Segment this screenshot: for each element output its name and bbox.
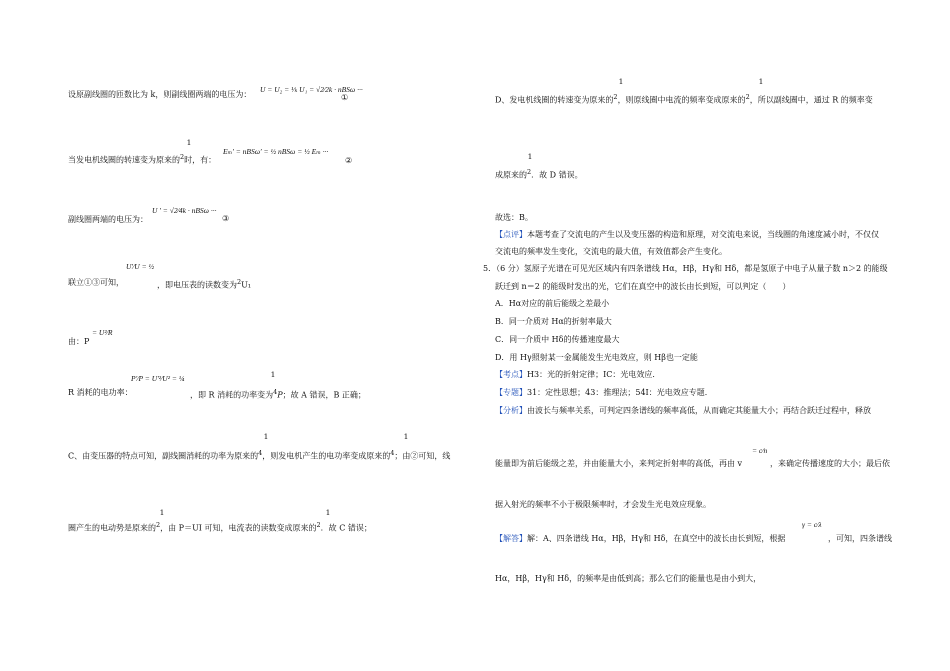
knowledge-point-tag: 【考点】: [495, 370, 527, 379]
left-line-6-cont: ，即 R 消耗的功率变为$^4$P；故 A 错误，B 正确；: [190, 388, 366, 400]
question-5-line-1: 5．（6 分）氢原子光谱在可见光区域内有四条谱线 Hα，Hβ，Hγ和 Hδ，都是氢原子中电子从量子数 n＞2 的能级: [483, 264, 888, 273]
left-line-4-cont: ，即电压表的读数变为$^2$U₁: [157, 278, 252, 290]
fraction-numerator: 1: [527, 152, 533, 161]
left-line-2: 当发电机线圈的转速变为原来的$^2$时，有：: [68, 153, 217, 165]
fraction-numerator: 1: [403, 432, 409, 441]
right-line-d2: 成原来的$^2$．故 D 错误。: [495, 168, 583, 180]
question-5-line-2: 跃迁到 n＝2 的能级时发出的光，它们在真空中的波长由长到短，可以判定（ ）: [495, 282, 791, 291]
equation-4: U′⁄U = ½: [126, 262, 155, 271]
fraction-numerator: 1: [263, 432, 269, 441]
solution-line-2: Hα，Hβ，Hγ和 Hδ，的频率是由低到高；那么它们的能量也是由小到大，: [495, 574, 762, 583]
equation-marker-1: ①: [341, 93, 349, 102]
left-line-6: R 消耗的电功率：: [68, 388, 133, 397]
equation-6: P′⁄P = U′²⁄U² = ¼: [131, 374, 185, 383]
left-line-8: 圈产生的电动势是原来的$^2$，由 P＝UI 可知，电流表的读数变成原来的$^2$．故 C 错误；: [68, 521, 372, 533]
comment-tag: 【点评】: [495, 230, 527, 239]
topic-tag: 【专题】: [495, 388, 527, 397]
analysis-equation: = c⁄n: [752, 446, 768, 455]
comment-line-2: 交流电的频率发生变化，交流电的最大值，有效值都会产生变化。: [495, 247, 727, 256]
option-a: A．Hα对应的前后能级之差最小: [495, 299, 610, 308]
solution-tag: 【解答】: [495, 534, 527, 543]
answer-line: 故选：B。: [495, 213, 533, 222]
left-line-1: 设原副线圈的匝数比为 k，则副线圈两端的电压为：: [68, 90, 252, 99]
comment-line-1: 【点评】本题考查了交流电的产生以及变压器的构造和原理，对交流电来说，当线圈的角速度减小时，不仅仅: [495, 230, 879, 239]
equation-3: U ′ = √2⁄4k · nBSω ···: [152, 206, 217, 215]
analysis-line-3: 据入射光的频率不小于极限频率时，才会发生光电效应现象。: [495, 500, 711, 509]
fraction-numerator: 1: [758, 77, 764, 86]
topic-line: 【专题】31：定性思想；43：推理法；54I：光电效应专题．: [495, 388, 713, 397]
solution-line-1: 【解答】解：A、四条谱线 Hα，Hβ，Hγ和 Hδ，在真空中的波长由长到短，根据: [495, 534, 786, 543]
option-c: C．同一介质中 Hδ的传播速度最大: [495, 335, 620, 344]
solution-line-1-cont: ，可知，四条谱线: [828, 534, 892, 543]
analysis-line-2: 能量即为前后能级之差，并由能量大小，来判定折射率的高低，再由 v: [495, 459, 743, 468]
analysis-tag: 【分析】: [495, 406, 527, 415]
fraction-numerator: 1: [270, 370, 276, 379]
left-line-5: 由：P: [68, 337, 90, 346]
knowledge-point-line: 【考点】H3：光的折射定律；IC：光电效应．: [495, 370, 661, 379]
analysis-line-2-cont: ，来确定传播速度的大小；最后依: [770, 459, 890, 468]
left-line-3: 副线圈两端的电压为：: [68, 215, 148, 224]
option-b: B．同一介质对 Hα的折射率最大: [495, 317, 612, 326]
option-d: D．用 Hγ照射某一金属能发生光电效应，则 Hβ也一定能: [495, 353, 698, 362]
analysis-line-1: 【分析】由波长与频率关系，可判定四条谱线的频率高低，从而确定其能量大小；再结合跃迁过程中，释放: [495, 406, 871, 415]
left-line-4: 联立①③可知，: [68, 278, 124, 287]
left-line-7: C、由变压器的特点可知，副线圈消耗的功率为原来的$^4$，则发电机产生的电功率变成原来的$^4$；由②可知，线: [68, 449, 451, 461]
fraction-numerator: 1: [186, 138, 192, 147]
equation-1: U = U₂ = ¹⁄ₖ U₁ = √2⁄2k · nBSω ···: [260, 85, 363, 94]
equation-marker-2: ②: [345, 156, 353, 165]
right-line-d1: D、发电机线圈的转速变为原来的$^2$，则原线圈中电流的频率变成原来的$^2$，所以副线圈中，通过 R 的频率变: [495, 93, 873, 105]
equation-marker-3: ③: [222, 214, 230, 223]
equation-5: = U²⁄R: [92, 328, 113, 337]
equation-2: Eₘ′ = nBSω′ = ½ nBSω = ½ Eₘ ···: [223, 147, 329, 156]
solution-equation: γ = c⁄λ: [802, 520, 822, 529]
fraction-numerator: 1: [618, 77, 624, 86]
fraction-numerator: 1: [159, 508, 165, 517]
fraction-numerator: 1: [325, 508, 331, 517]
